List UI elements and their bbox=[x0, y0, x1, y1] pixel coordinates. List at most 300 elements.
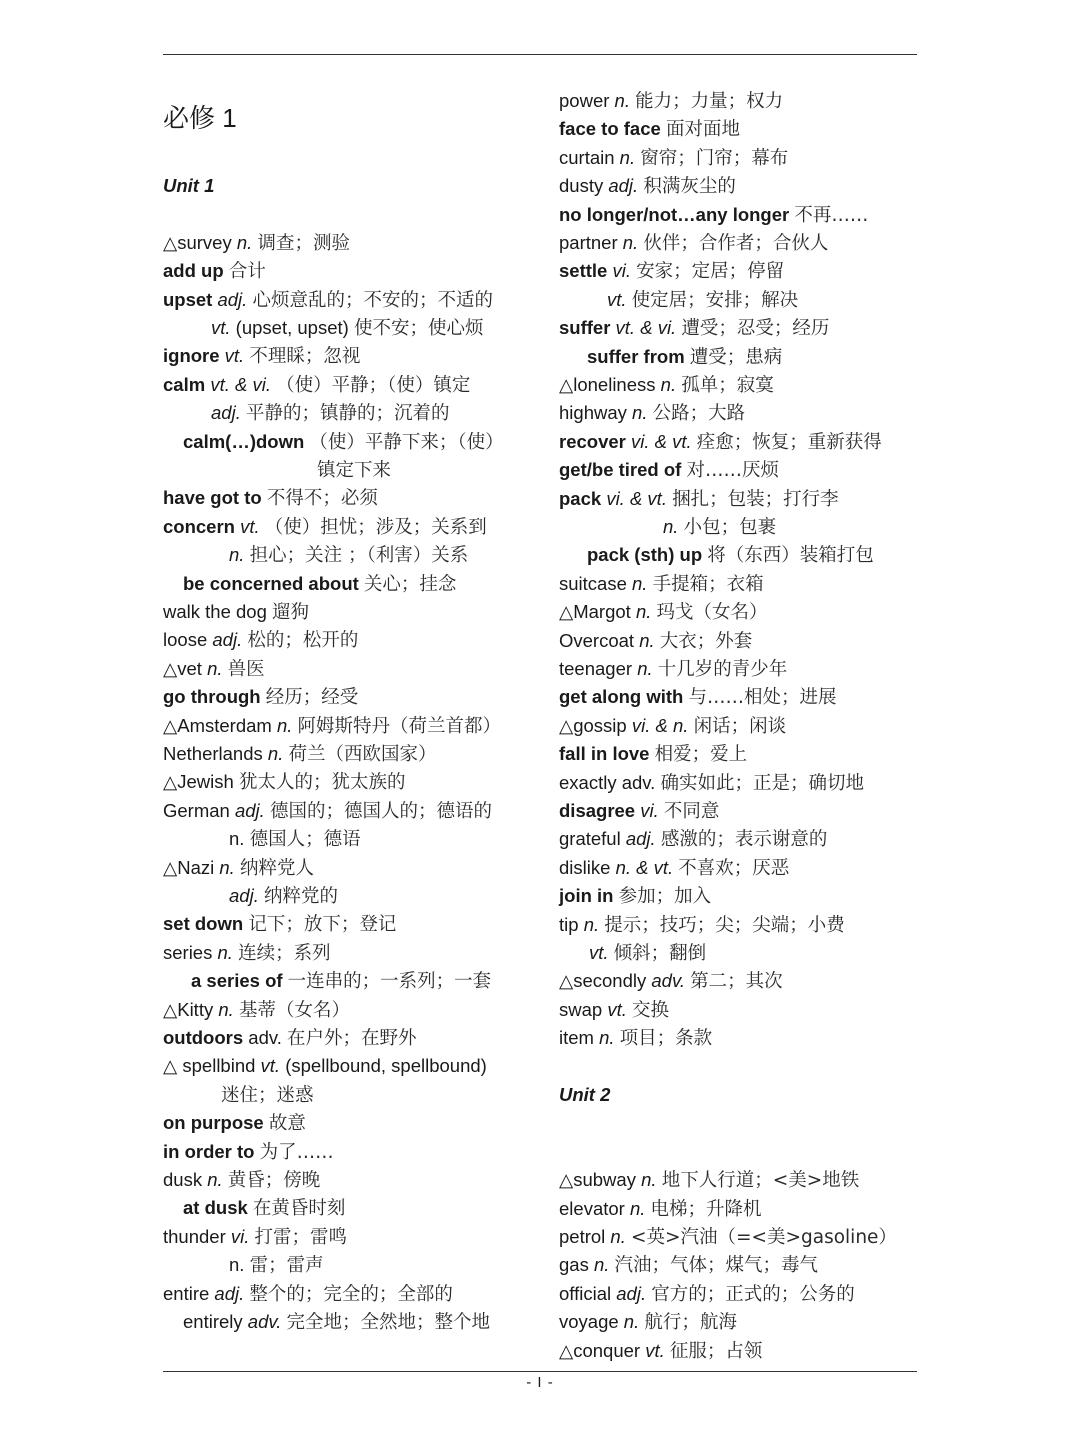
chinese-meaning: 不理睬；忽视 bbox=[249, 346, 361, 368]
chinese-meaning: 汽油；气体；煤气；毒气 bbox=[614, 1255, 819, 1277]
part-of-speech: adj. bbox=[212, 629, 243, 651]
part-of-speech: n. bbox=[599, 1027, 615, 1049]
chinese-meaning: 松的；松开的 bbox=[247, 630, 359, 652]
vocab-word: dislike bbox=[559, 856, 611, 878]
chinese-meaning: 平静的；镇静的；沉着的 bbox=[245, 403, 450, 425]
vocab-entry bbox=[317, 456, 391, 484]
unit-heading: Unit 1 bbox=[163, 175, 215, 196]
vocab-entry bbox=[559, 911, 845, 939]
chinese-meaning: 荷兰（西欧国家） bbox=[288, 744, 437, 765]
vocab-entry bbox=[559, 201, 868, 229]
triangle-marker: △ bbox=[163, 998, 178, 1020]
word-forms: (spellbound, spellbound) bbox=[285, 1055, 487, 1077]
vocab-word: at dusk bbox=[183, 1197, 248, 1219]
vocab-word: recover bbox=[559, 430, 626, 452]
chinese-meaning: 使定居；安排；解决 bbox=[631, 289, 799, 311]
part-of-speech: adj. bbox=[214, 1282, 245, 1304]
vocab-entry bbox=[163, 910, 396, 938]
part-of-speech: vi. & vt. bbox=[631, 430, 692, 452]
chinese-meaning: 阿姆斯特丹（荷兰首都） bbox=[297, 715, 502, 737]
page-number: - I - bbox=[526, 1374, 554, 1391]
part-of-speech: n. bbox=[623, 1311, 640, 1333]
vocab-entry bbox=[163, 768, 405, 796]
vocab-entry bbox=[163, 371, 470, 399]
chinese-meaning: 遭受；患病 bbox=[689, 346, 783, 368]
vocab-word: Jewish bbox=[177, 771, 234, 793]
vocab-entry bbox=[559, 399, 745, 427]
vocab-word: Amsterdam bbox=[177, 714, 272, 736]
vocab-entry bbox=[163, 286, 493, 314]
chinese-meaning: 闲话；闲谈 bbox=[693, 715, 787, 737]
vocab-entry bbox=[163, 655, 265, 683]
part-of-speech: vt. bbox=[224, 345, 245, 367]
chinese-meaning: 德国的；德国人的；德语的 bbox=[269, 800, 492, 822]
part-of-speech: n. bbox=[236, 231, 253, 253]
vocab-word: official bbox=[559, 1282, 612, 1304]
part-of-speech: vi. bbox=[612, 260, 631, 282]
vocab-word: German bbox=[163, 799, 230, 821]
chinese-meaning: 镇定下来 bbox=[317, 460, 392, 481]
chinese-meaning: 在黄昏时刻 bbox=[252, 1198, 346, 1220]
vocab-word: Margot bbox=[573, 601, 631, 623]
vocab-word: dusk bbox=[163, 1169, 203, 1190]
chinese-meaning: 电梯；升降机 bbox=[650, 1198, 762, 1220]
vocab-entry bbox=[163, 484, 378, 512]
chinese-meaning: 基蒂（女名） bbox=[238, 999, 350, 1021]
part-of-speech: adj. bbox=[234, 799, 265, 821]
chinese-meaning: 能力；力量；权力 bbox=[635, 91, 784, 112]
vocab-word: gas bbox=[559, 1254, 589, 1276]
vocab-word: Netherlands bbox=[163, 743, 263, 764]
part-of-speech: n. bbox=[207, 657, 223, 679]
chinese-meaning: 确实如此；正是；确切地 bbox=[660, 772, 864, 794]
vocab-word: suffer from bbox=[587, 345, 685, 367]
part-of-speech: n. bbox=[229, 1254, 245, 1276]
chinese-meaning: 不得不；必须 bbox=[266, 488, 378, 510]
chinese-meaning: 地下人行道；<美>地铁 bbox=[661, 1170, 860, 1192]
chinese-meaning: 与……相处；进展 bbox=[688, 687, 837, 709]
vocab-word: a series of bbox=[191, 970, 283, 992]
vocab-entry bbox=[559, 627, 752, 655]
part-of-speech: n. bbox=[583, 913, 600, 935]
part-of-speech: n. bbox=[641, 1169, 657, 1191]
chinese-meaning: 不再…… bbox=[794, 204, 869, 226]
part-of-speech: vt. bbox=[211, 317, 231, 338]
part-of-speech: n. bbox=[229, 544, 245, 566]
chinese-meaning: 安家；定居；停留 bbox=[636, 261, 785, 283]
chinese-meaning: 犹太人的；犹太族的 bbox=[238, 772, 406, 794]
vocab-entry bbox=[229, 1251, 324, 1279]
vocab-entry bbox=[183, 1194, 345, 1222]
vocab-entry bbox=[163, 342, 360, 370]
part-of-speech: n. bbox=[663, 516, 679, 537]
vocab-word: be concerned about bbox=[183, 572, 359, 594]
chinese-meaning: 遛狗 bbox=[272, 602, 310, 623]
vocab-word: in order to bbox=[163, 1140, 255, 1162]
vocab-entry bbox=[559, 740, 747, 768]
vocab-entry bbox=[163, 229, 350, 257]
vocab-word: teenager bbox=[559, 658, 633, 679]
triangle-marker: △ bbox=[559, 1169, 574, 1191]
part-of-speech: vi. & vt. bbox=[606, 487, 667, 509]
vocab-entry bbox=[559, 570, 764, 598]
vocab-entry bbox=[183, 570, 456, 598]
part-of-speech: vt. bbox=[240, 515, 260, 537]
part-of-speech: n. bbox=[622, 232, 639, 253]
chinese-meaning: 窗帘；门帘；幕布 bbox=[640, 147, 789, 169]
vocab-word: subway bbox=[573, 1169, 636, 1191]
chinese-meaning: 在户外；在野外 bbox=[287, 1028, 417, 1049]
part-of-speech: n. bbox=[219, 856, 235, 878]
vocab-word: join in bbox=[559, 885, 614, 907]
vocab-word: grateful bbox=[559, 828, 621, 850]
vocab-entry bbox=[559, 1308, 737, 1336]
vocab-entry bbox=[163, 1138, 334, 1166]
vocab-word: secondly bbox=[573, 970, 647, 992]
part-of-speech: adj. bbox=[229, 885, 259, 906]
vocab-entry bbox=[587, 343, 782, 371]
vocab-entry bbox=[559, 485, 839, 513]
vocab-entry bbox=[163, 513, 487, 541]
chinese-meaning: 不同意 bbox=[663, 801, 720, 822]
vocab-entry bbox=[183, 428, 504, 456]
vocab-word: outdoors bbox=[163, 1027, 244, 1048]
vocab-entry bbox=[229, 882, 338, 910]
vocab-entry bbox=[559, 683, 837, 711]
chinese-meaning: 对……厌烦 bbox=[686, 460, 779, 482]
chinese-meaning: 使不安；使心烦 bbox=[353, 318, 484, 339]
vocab-word: survey bbox=[177, 231, 232, 253]
chinese-meaning: 第二；其次 bbox=[690, 971, 783, 993]
chinese-meaning: 经历；经受 bbox=[265, 687, 359, 709]
part-of-speech: n. bbox=[660, 374, 677, 395]
vocab-word: power bbox=[559, 90, 610, 111]
vocab-word: face to face bbox=[559, 118, 661, 140]
part-of-speech: adv. bbox=[621, 771, 656, 793]
vocab-entry bbox=[559, 371, 774, 399]
vocab-entry bbox=[163, 1280, 453, 1308]
vocab-entry bbox=[559, 428, 882, 456]
vocab-entry bbox=[559, 996, 669, 1024]
triangle-marker: △ bbox=[559, 374, 574, 395]
chinese-meaning: 积满灰尘的 bbox=[643, 176, 736, 198]
vocab-entry bbox=[211, 399, 449, 427]
header-rule bbox=[163, 54, 917, 55]
part-of-speech: adj. bbox=[217, 288, 248, 310]
vocab-word: conquer bbox=[573, 1339, 641, 1361]
vocab-word: get along with bbox=[559, 686, 684, 708]
part-of-speech: n. & vt. bbox=[615, 856, 674, 878]
chinese-meaning: 打雷；雷鸣 bbox=[254, 1226, 348, 1248]
vocab-entry bbox=[663, 513, 776, 541]
part-of-speech: n. bbox=[218, 998, 234, 1020]
vocab-word: thunder bbox=[163, 1225, 226, 1247]
footer-rule bbox=[163, 1371, 917, 1372]
vocab-word: calm(…)down bbox=[183, 430, 305, 452]
vocab-word: entirely bbox=[183, 1311, 243, 1332]
vocab-entry bbox=[163, 939, 331, 967]
vocab-entry bbox=[163, 598, 309, 626]
chinese-meaning: 大衣；外套 bbox=[659, 630, 753, 652]
part-of-speech: n. bbox=[267, 743, 284, 764]
part-of-speech: n. bbox=[217, 941, 233, 963]
chinese-meaning: 黄昏；傍晚 bbox=[227, 1170, 321, 1191]
vocab-word: voyage bbox=[559, 1311, 619, 1333]
vocab-word: highway bbox=[559, 402, 627, 424]
part-of-speech: adv. bbox=[248, 1027, 282, 1048]
part-of-speech: n. bbox=[639, 629, 655, 651]
vocab-word: curtain bbox=[559, 146, 615, 168]
part-of-speech: vt. & vi. bbox=[615, 317, 677, 339]
vocab-word: add up bbox=[163, 260, 224, 282]
vocab-word: go through bbox=[163, 686, 261, 708]
part-of-speech: vi. & n. bbox=[631, 714, 689, 736]
triangle-marker: △ bbox=[559, 1339, 574, 1361]
vocab-entry bbox=[559, 854, 789, 882]
vocab-entry bbox=[559, 87, 783, 115]
part-of-speech: vi. bbox=[230, 1225, 250, 1247]
vocab-entry bbox=[589, 939, 706, 967]
vocab-entry bbox=[559, 598, 768, 626]
vocab-entry bbox=[559, 1024, 712, 1052]
chinese-meaning: 纳粹党人 bbox=[239, 857, 314, 879]
part-of-speech: n. bbox=[276, 714, 293, 736]
vocab-word: upset bbox=[163, 288, 213, 310]
triangle-marker: △ bbox=[559, 714, 574, 736]
vocab-entry bbox=[559, 314, 829, 342]
vocab-word: fall in love bbox=[559, 743, 650, 765]
part-of-speech: n. bbox=[632, 402, 648, 424]
vocab-word: disagree bbox=[559, 800, 636, 821]
vocab-word: ignore bbox=[163, 345, 220, 367]
vocab-entry bbox=[559, 257, 784, 285]
vocab-entry bbox=[559, 825, 827, 853]
chinese-meaning: 调查；测验 bbox=[257, 232, 350, 254]
chinese-meaning: 心烦意乱的；不安的；不适的 bbox=[252, 289, 493, 311]
vocab-entry bbox=[163, 1024, 417, 1052]
part-of-speech: vt. bbox=[607, 288, 627, 310]
chinese-meaning: <英>汽油（=<美>gasoline） bbox=[631, 1227, 897, 1248]
vocab-entry bbox=[559, 967, 783, 995]
chinese-meaning: 官方的；正式的；公务的 bbox=[651, 1283, 855, 1305]
vocab-entry bbox=[163, 683, 358, 711]
chinese-meaning: 项目；条款 bbox=[619, 1028, 713, 1050]
vocab-word: concern bbox=[163, 515, 235, 537]
chinese-meaning: 提示；技巧；尖；尖端；小费 bbox=[604, 914, 845, 936]
chinese-meaning: 故意 bbox=[268, 1113, 306, 1135]
chinese-meaning: 迷住；迷惑 bbox=[221, 1084, 314, 1106]
triangle-marker: △ bbox=[163, 657, 178, 679]
page-title: 必修 1 bbox=[163, 103, 237, 133]
vocab-word: Nazi bbox=[177, 856, 215, 878]
vocab-entry bbox=[163, 626, 358, 654]
chinese-meaning: 交换 bbox=[632, 999, 670, 1021]
triangle-marker: △ bbox=[559, 601, 574, 623]
chinese-meaning: 十几岁的青少年 bbox=[657, 659, 788, 680]
vocab-word: exactly bbox=[559, 771, 617, 793]
vocab-entry bbox=[163, 712, 501, 740]
chinese-meaning: 合计 bbox=[228, 261, 266, 283]
vocab-word: get/be tired of bbox=[559, 459, 682, 481]
vocab-word: walk the dog bbox=[163, 601, 267, 622]
chinese-meaning: 捆扎；包装；打行李 bbox=[672, 488, 839, 510]
chinese-meaning: 完全地；全然地；整个地 bbox=[286, 1312, 491, 1333]
unit-heading: Unit 2 bbox=[559, 1084, 611, 1105]
chinese-meaning: 不喜欢；厌恶 bbox=[678, 857, 790, 879]
chinese-meaning: 关心；挂念 bbox=[363, 573, 457, 595]
vocab-entry bbox=[559, 1280, 855, 1308]
chinese-meaning: 感激的；表示谢意的 bbox=[660, 829, 828, 851]
part-of-speech: vt. bbox=[645, 1339, 665, 1361]
chinese-meaning: 遭受；忍受；经历 bbox=[681, 318, 830, 340]
vocab-entry bbox=[559, 229, 828, 257]
vocab-entry bbox=[163, 740, 437, 768]
chinese-meaning: （使）担忧；涉及；关系到 bbox=[264, 516, 487, 538]
vocab-word: loneliness bbox=[573, 374, 656, 395]
vocab-entry bbox=[163, 1223, 347, 1251]
part-of-speech: adj. bbox=[625, 828, 656, 850]
word-forms: (upset, upset) bbox=[235, 317, 349, 338]
part-of-speech: n. bbox=[229, 828, 245, 850]
vocab-entry bbox=[559, 456, 779, 484]
vocab-entry bbox=[163, 996, 350, 1024]
part-of-speech: n. bbox=[635, 601, 652, 623]
part-of-speech: adj. bbox=[608, 175, 639, 197]
vocab-word: item bbox=[559, 1027, 594, 1049]
vocab-entry bbox=[559, 144, 788, 172]
chinese-meaning: 整个的；完全的；全部的 bbox=[249, 1283, 453, 1305]
chinese-meaning: 手提箱；衣箱 bbox=[652, 573, 764, 595]
vocab-entry bbox=[559, 1223, 897, 1251]
vocab-word: entire bbox=[163, 1282, 210, 1304]
vocab-word: elevator bbox=[559, 1197, 625, 1219]
vocab-entry bbox=[559, 1251, 818, 1279]
chinese-meaning: （使）平静下来；（使） bbox=[309, 431, 504, 453]
part-of-speech: adv. bbox=[651, 970, 685, 992]
part-of-speech: vi. bbox=[640, 800, 659, 821]
part-of-speech: n. bbox=[610, 1226, 626, 1247]
vocab-word: on purpose bbox=[163, 1112, 264, 1134]
chinese-meaning: 公路；大路 bbox=[652, 403, 746, 425]
vocab-entry bbox=[191, 967, 491, 995]
vocab-entry bbox=[559, 712, 786, 740]
vocab-entry bbox=[163, 854, 314, 882]
chinese-meaning: 兽医 bbox=[227, 658, 265, 680]
chinese-meaning: 将（东西）装箱打包 bbox=[707, 545, 874, 567]
vocab-word: suitcase bbox=[559, 572, 627, 594]
chinese-meaning: 雷；雷声 bbox=[249, 1255, 324, 1277]
chinese-meaning: 征服；占领 bbox=[669, 1340, 763, 1362]
chinese-meaning: 航行；航海 bbox=[644, 1312, 737, 1334]
part-of-speech: n. bbox=[614, 90, 630, 111]
triangle-marker: △ bbox=[163, 714, 178, 736]
vocab-entry bbox=[559, 1337, 762, 1365]
triangle-marker: △ bbox=[163, 771, 178, 793]
vocab-entry bbox=[163, 1166, 320, 1194]
vocab-word: no longer/not…any longer bbox=[559, 203, 790, 225]
chinese-meaning: 连续；系列 bbox=[238, 942, 331, 964]
vocab-entry bbox=[559, 1195, 762, 1223]
vocab-entry bbox=[559, 797, 719, 825]
triangle-marker: △ bbox=[163, 231, 178, 253]
vocab-word: calm bbox=[163, 373, 206, 395]
chinese-meaning: 伙伴；合作者；合伙人 bbox=[643, 233, 829, 254]
part-of-speech: adv. bbox=[247, 1311, 282, 1332]
vocab-entry bbox=[211, 314, 483, 342]
vocab-entry bbox=[587, 541, 874, 569]
triangle-marker: △ bbox=[163, 1055, 183, 1077]
chinese-meaning: 为了…… bbox=[259, 1141, 334, 1163]
vocab-word: spellbind bbox=[182, 1055, 256, 1077]
vocab-word: Overcoat bbox=[559, 629, 635, 651]
vocab-entry bbox=[163, 1052, 487, 1080]
vocab-word: suffer bbox=[559, 317, 611, 339]
chinese-meaning: 记下；放下；登记 bbox=[248, 914, 397, 936]
vocab-entry bbox=[163, 257, 266, 285]
vocab-word: swap bbox=[559, 998, 603, 1020]
triangle-marker: △ bbox=[163, 856, 178, 878]
part-of-speech: n. bbox=[207, 1169, 223, 1190]
chinese-meaning: 痊愈；恢复；重新获得 bbox=[696, 431, 882, 453]
vocab-word: set down bbox=[163, 913, 244, 935]
vocab-word: series bbox=[163, 941, 213, 963]
chinese-meaning: 孤单；寂寞 bbox=[681, 375, 774, 396]
chinese-meaning: 玛戈（女名） bbox=[656, 602, 768, 624]
vocab-word: have got to bbox=[163, 487, 262, 509]
part-of-speech: n. bbox=[629, 1197, 646, 1219]
part-of-speech: vt. bbox=[607, 998, 627, 1020]
vocab-word: settle bbox=[559, 260, 608, 282]
vocab-word: petrol bbox=[559, 1226, 606, 1247]
part-of-speech: n. bbox=[637, 658, 653, 679]
vocab-entry bbox=[559, 172, 736, 200]
vocab-word: dusty bbox=[559, 175, 604, 197]
vocab-entry bbox=[183, 1308, 490, 1336]
vocab-entry bbox=[559, 655, 787, 683]
chinese-meaning: （使）平静；（使）镇定 bbox=[276, 374, 471, 396]
vocab-entry bbox=[163, 1109, 306, 1137]
chinese-meaning: 倾斜；翻倒 bbox=[613, 943, 707, 964]
vocab-entry bbox=[559, 769, 864, 797]
vocab-entry bbox=[559, 1166, 859, 1194]
vocab-word: tip bbox=[559, 913, 579, 935]
part-of-speech: n. bbox=[619, 146, 636, 168]
chinese-meaning: 纳粹党的 bbox=[263, 886, 338, 907]
chinese-meaning: 小包；包裹 bbox=[683, 517, 777, 538]
part-of-speech: adj. bbox=[616, 1282, 647, 1304]
vocab-word: partner bbox=[559, 232, 618, 253]
vocab-entry bbox=[229, 541, 468, 569]
part-of-speech: vt. & vi. bbox=[210, 373, 271, 395]
part-of-speech: vt. bbox=[589, 942, 609, 963]
vocab-entry bbox=[559, 882, 711, 910]
part-of-speech: adj. bbox=[211, 402, 241, 424]
chinese-meaning: 一连串的；一系列；一套 bbox=[287, 971, 492, 993]
chinese-meaning: 相爱；爱上 bbox=[654, 744, 748, 766]
vocab-word: pack bbox=[559, 487, 602, 509]
vocab-word: Kitty bbox=[177, 998, 214, 1020]
vocab-entry bbox=[163, 797, 492, 825]
part-of-speech: n. bbox=[632, 572, 648, 594]
vocab-word: loose bbox=[163, 629, 208, 651]
triangle-marker: △ bbox=[559, 970, 574, 992]
part-of-speech: vt. bbox=[260, 1055, 281, 1077]
vocab-entry bbox=[559, 115, 740, 143]
vocab-entry bbox=[221, 1081, 314, 1109]
vocab-entry bbox=[607, 286, 798, 314]
vocab-entry bbox=[229, 825, 361, 853]
vocab-word: gossip bbox=[573, 714, 627, 736]
